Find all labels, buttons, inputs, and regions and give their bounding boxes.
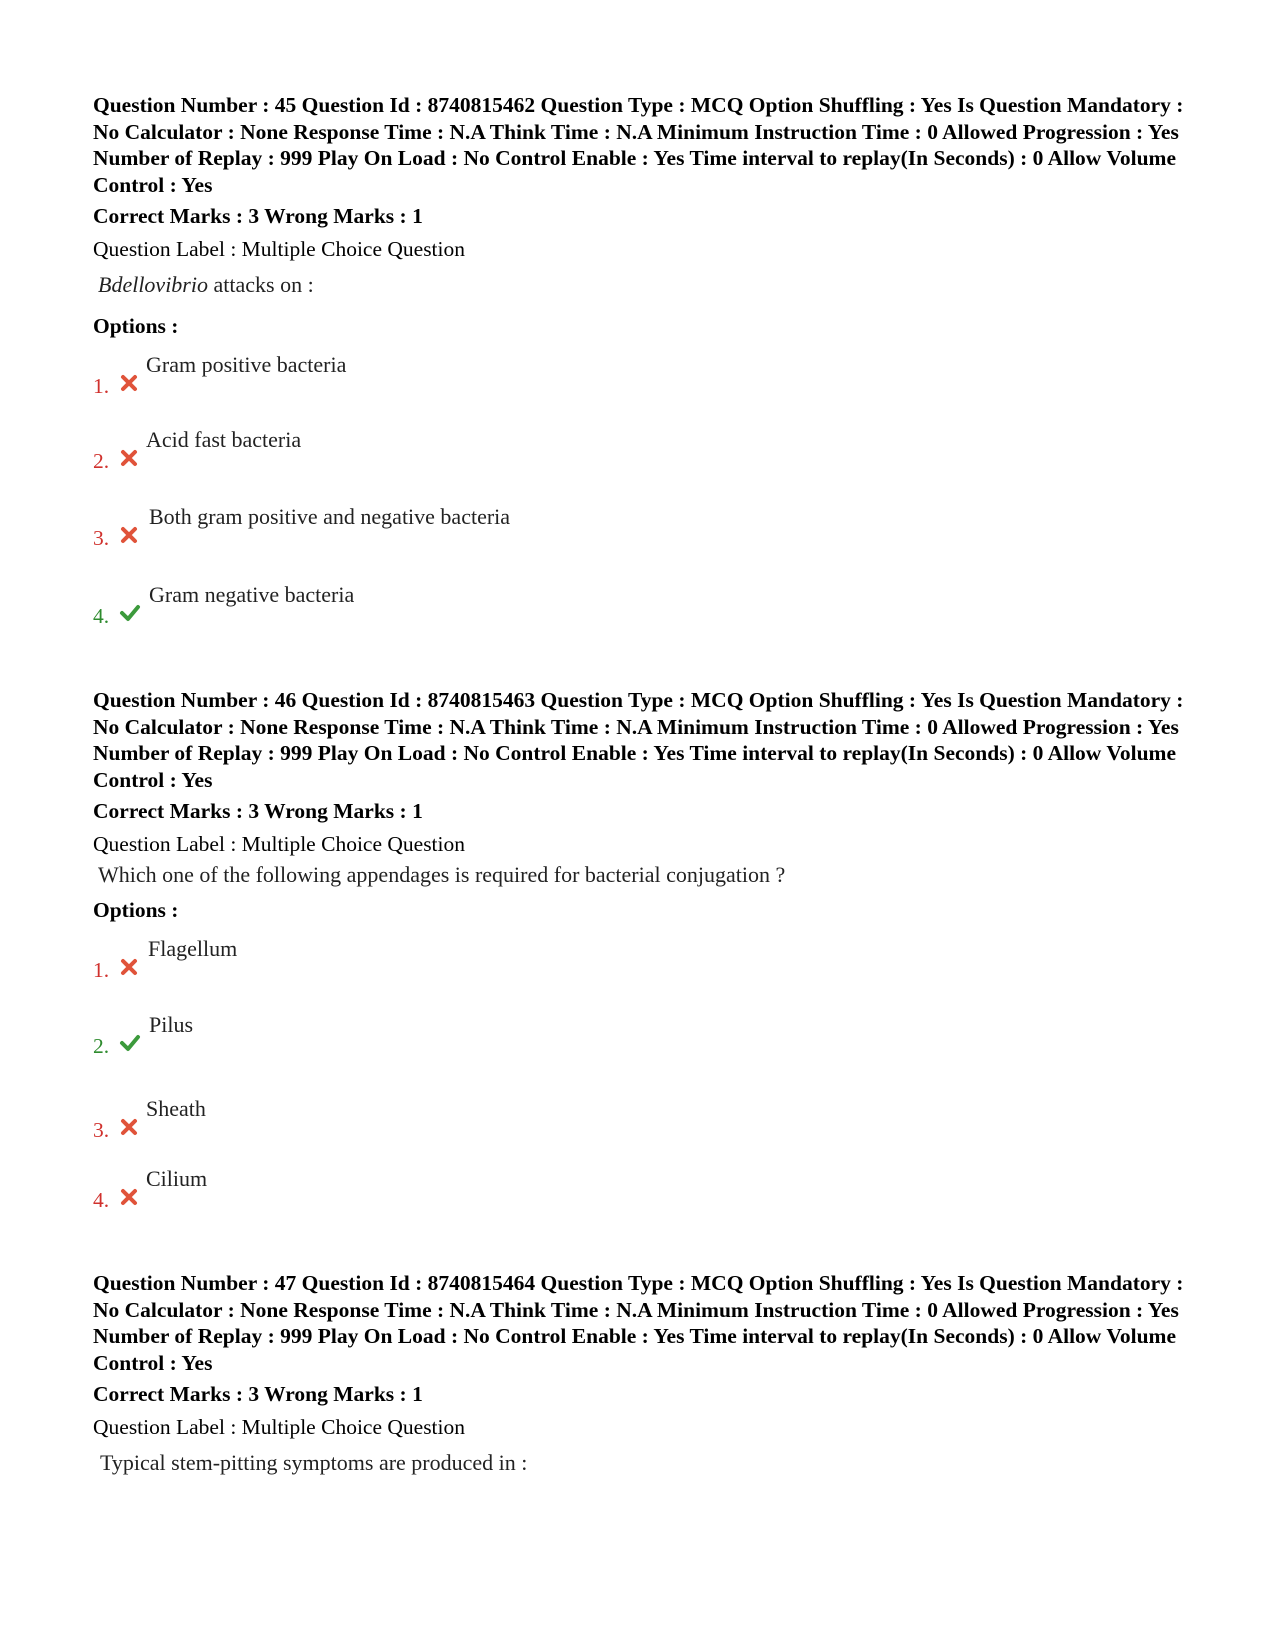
question-block-46 — [93, 687, 1203, 1225]
option-number: 2. — [93, 449, 110, 473]
option-number: 3. — [93, 526, 110, 550]
option-number: 4. — [93, 604, 110, 628]
question-text: Typical stem-pitting symptoms are produced in : — [100, 1450, 528, 1475]
cross-icon — [119, 1187, 139, 1207]
option-item — [93, 426, 1203, 503]
option-text: Acid fast bacteria — [146, 427, 302, 452]
question-marks: Correct Marks : 3 Wrong Marks : 1 — [93, 204, 423, 228]
question-meta: Question Number : 47 Question Id : 8740815464 Question Type : MCQ Option Shuffling : Yes Is Question Mandatory : No Calculator : None Response Time : N.A Think Time : N.A Minimum Instruction Time : 0 Allowed Progression : Yes Number of Replay : 999 Play On Load : No Control Enable : Yes Time interval to replay(In Seconds) : 0 Allow Volume Control : Yes — [93, 1271, 1184, 1375]
question-label: Question Label : Multiple Choice Question — [93, 237, 466, 261]
option-text: Both gram positive and negative bacteria — [149, 504, 511, 529]
option-text: Gram positive bacteria — [146, 352, 347, 377]
check-icon — [119, 1033, 141, 1053]
options-list — [93, 935, 1203, 1225]
cross-icon — [119, 373, 139, 393]
cross-icon — [119, 1117, 139, 1137]
option-item — [93, 503, 1203, 581]
option-item — [93, 581, 1203, 641]
option-text: Gram negative bacteria — [149, 582, 355, 607]
question-text-rest: attacks on : — [207, 272, 314, 297]
question-text-italic: Bdellovibrio — [98, 272, 208, 297]
question-marks: Correct Marks : 3 Wrong Marks : 1 — [93, 799, 423, 823]
option-text: Pilus — [149, 1012, 194, 1037]
cross-icon — [119, 525, 139, 545]
option-number: 3. — [93, 1118, 110, 1142]
options-list — [93, 351, 1203, 641]
option-item — [93, 935, 1203, 1011]
question-marks: Correct Marks : 3 Wrong Marks : 1 — [93, 1382, 423, 1406]
check-icon — [119, 603, 141, 623]
cross-icon — [119, 448, 139, 468]
option-text: Flagellum — [148, 936, 238, 961]
question-meta: Question Number : 46 Question Id : 8740815463 Question Type : MCQ Option Shuffling : Yes Is Question Mandatory : No Calculator : None Response Time : N.A Think Time : N.A Minimum Instruction Time : 0 Allowed Progression : Yes Number of Replay : 999 Play On Load : No Control Enable : Yes Time interval to replay(In Seconds) : 0 Allow Volume Control : Yes — [93, 688, 1184, 792]
option-text: Cilium — [146, 1166, 208, 1191]
question-meta: Question Number : 45 Question Id : 8740815462 Question Type : MCQ Option Shuffling : Yes Is Question Mandatory : No Calculator : None Response Time : N.A Think Time : N.A Minimum Instruction Time : 0 Allowed Progression : Yes Number of Replay : 999 Play On Load : No Control Enable : Yes Time interval to replay(In Seconds) : 0 Allow Volume Control : Yes — [93, 93, 1184, 197]
option-text: Sheath — [146, 1096, 206, 1121]
options-heading: Options : — [93, 898, 179, 922]
question-label: Question Label : Multiple Choice Question — [93, 832, 466, 856]
question-block-47 — [93, 1270, 1203, 1477]
option-item — [93, 1011, 1203, 1095]
cross-icon — [119, 957, 139, 977]
option-number: 2. — [93, 1034, 110, 1058]
options-heading: Options : — [93, 314, 179, 338]
question-block-45 — [93, 92, 1203, 641]
option-number: 1. — [93, 958, 110, 982]
option-item — [93, 351, 1203, 426]
option-item — [93, 1095, 1203, 1165]
question-label: Question Label : Multiple Choice Question — [93, 1415, 466, 1439]
option-number: 4. — [93, 1188, 110, 1212]
option-number: 1. — [93, 374, 110, 398]
option-item — [93, 1165, 1203, 1225]
question-text: Which one of the following appendages is required for bacterial conjugation ? — [98, 862, 786, 887]
question-text — [93, 271, 1203, 299]
